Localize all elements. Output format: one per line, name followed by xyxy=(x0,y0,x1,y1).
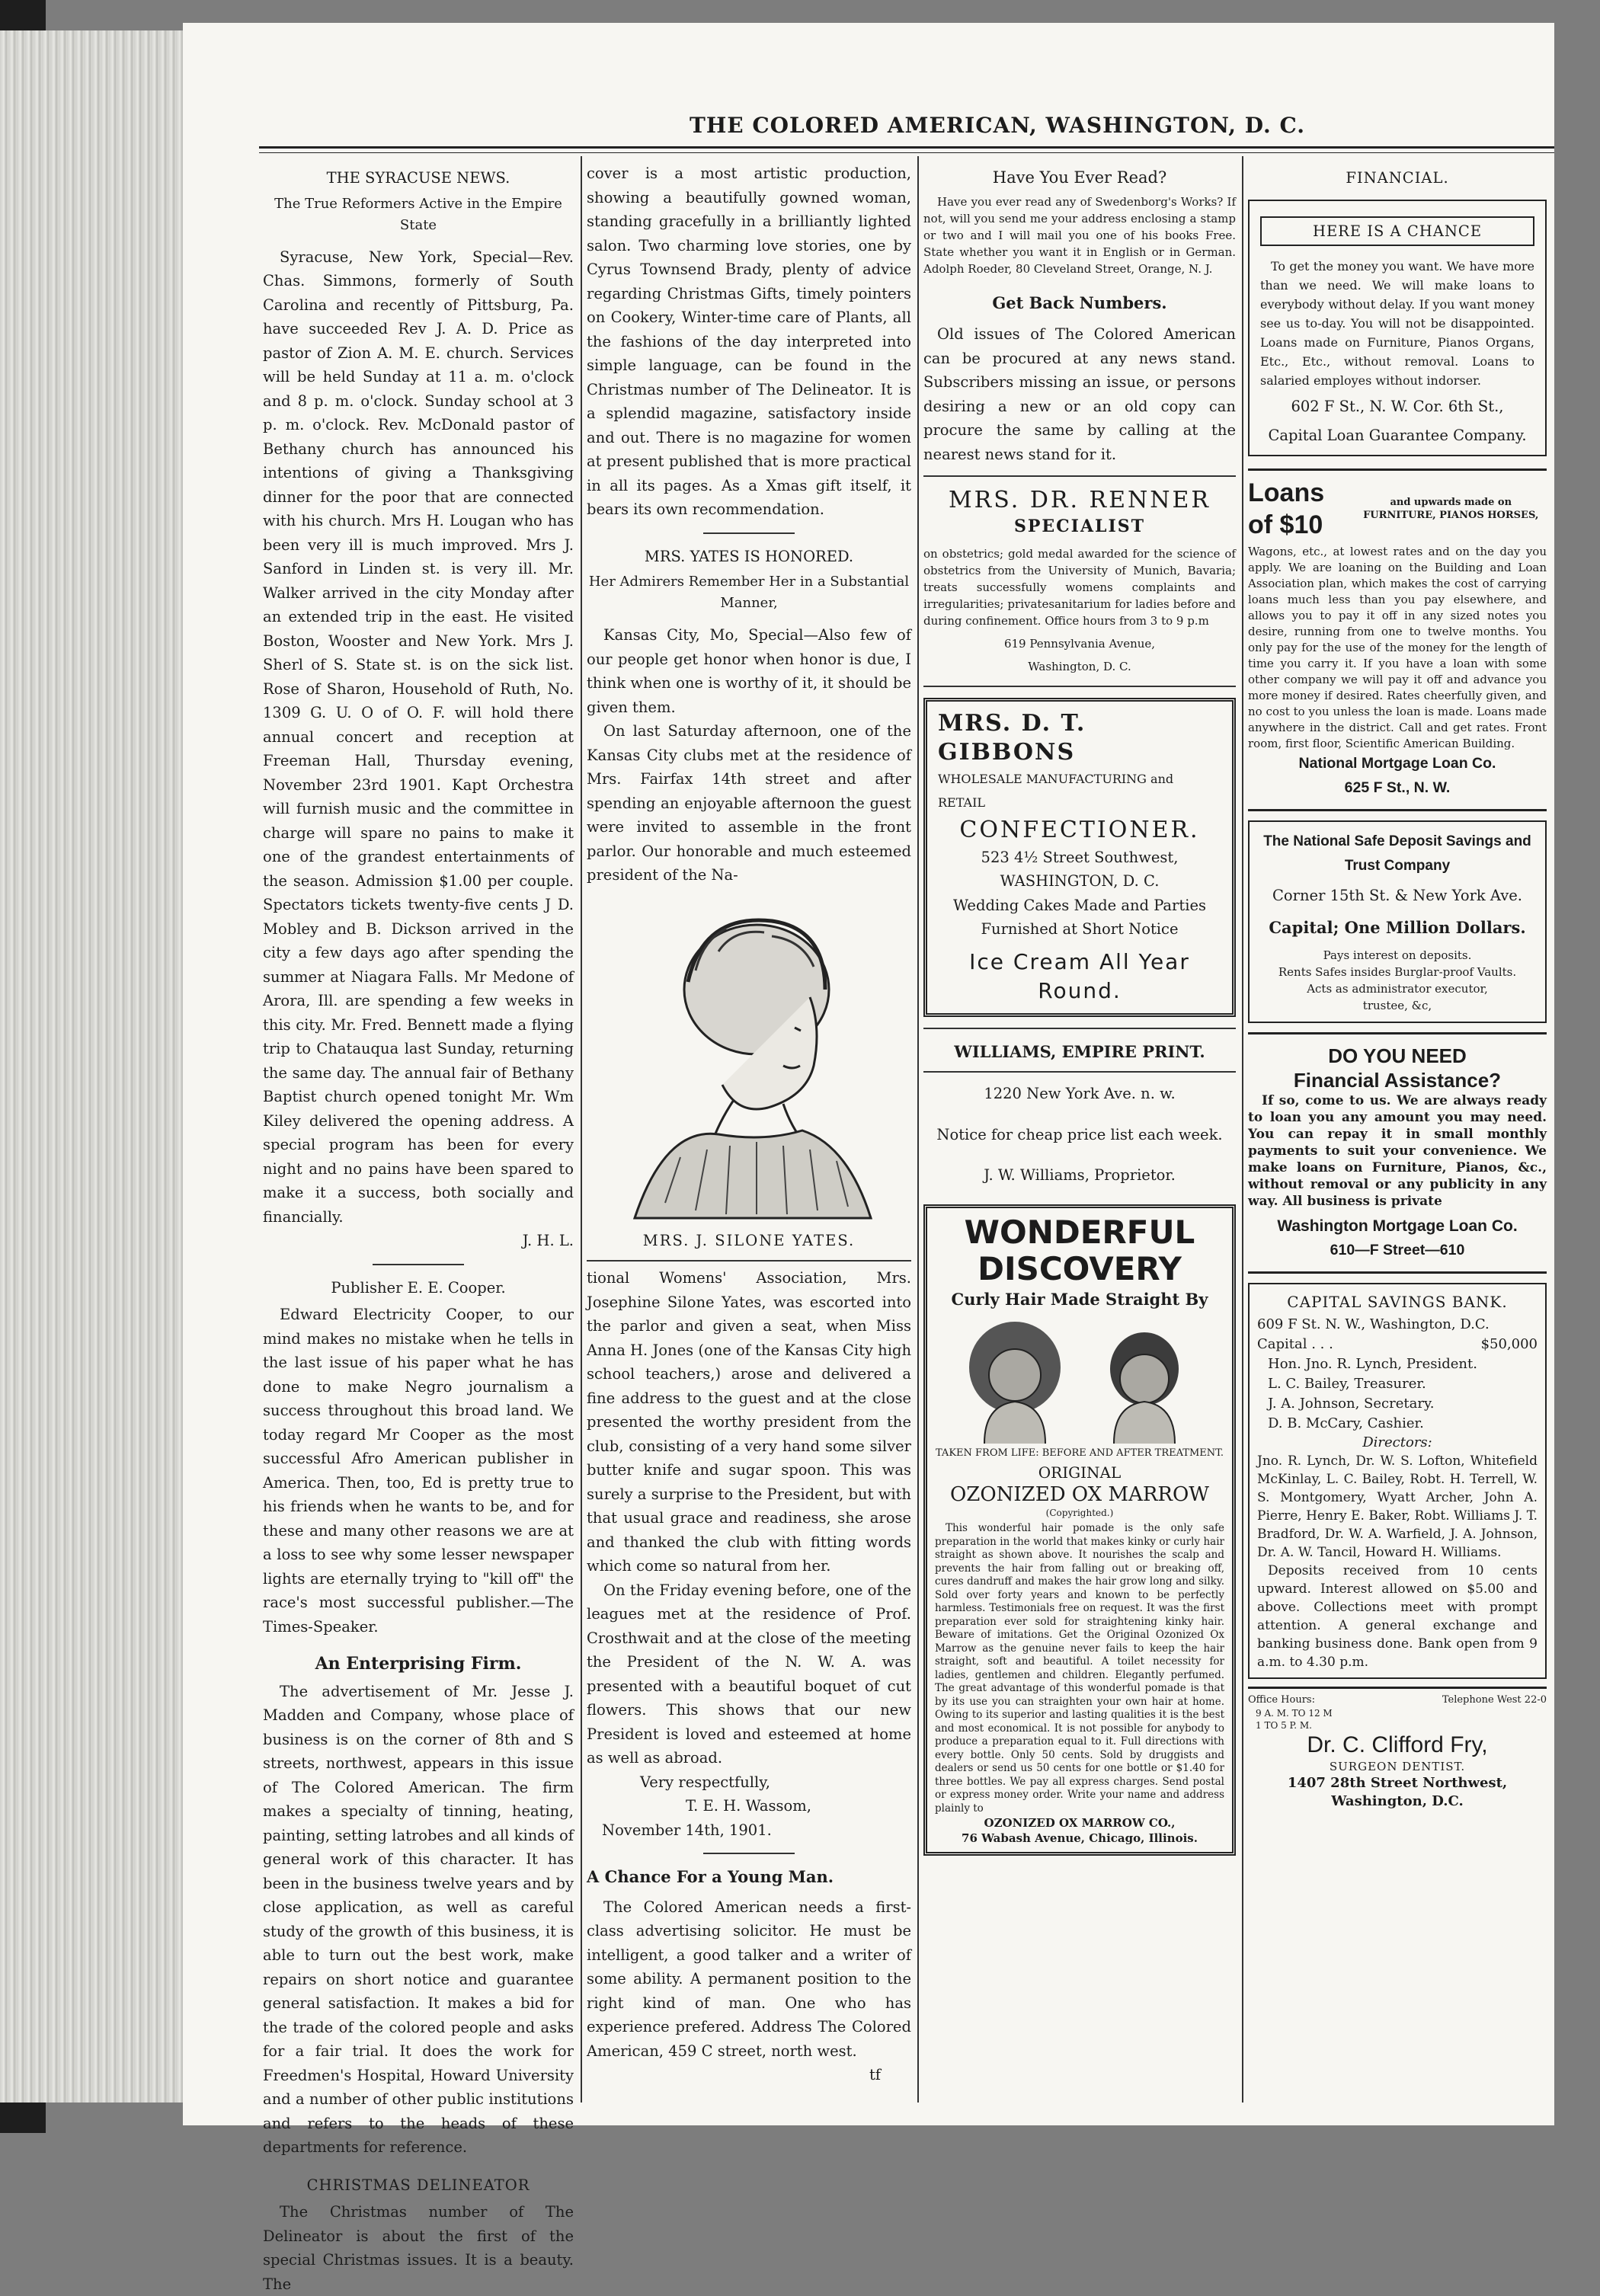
article-title: THE SYRACUSE NEWS. xyxy=(326,169,510,187)
wonderful-discovery-ad xyxy=(923,1204,1236,1856)
ad-body: Deposits received from 10 cents upward. Interest allowed on $5.00 and above. Collections meet with prompt attention. A general exchange and banking business done. Bank open from 9 a.m. to 4.30 p.m. xyxy=(1257,1562,1538,1670)
ad-address: Washington, D.C. xyxy=(1331,1792,1464,1809)
ad-heading xyxy=(1260,216,1534,247)
office-hours-label: Office Hours: xyxy=(1248,1693,1315,1706)
safe-deposit-ad xyxy=(1248,820,1547,1023)
ad-company: Washington Mortgage Loan Co. xyxy=(1277,1217,1518,1235)
ad-caption: TAKEN FROM LIFE: BEFORE AND AFTER TREATMENT. xyxy=(935,1447,1224,1459)
ad-officers xyxy=(1257,1354,1538,1434)
ad-title: Get Back Numbers. xyxy=(992,293,1167,312)
article-body: tional Womens' Association, Mrs. Josephine Silone Yates, was escorted into the parlor and given a seat, when Miss Anna H. Jones (one of the Kansas City high school teachers,) arose and delivered a fine address to the guest and at the close presented the worthy president from the club, consisting of a very hand some silver butter knife and sugar spoon. This was surely a surprise to the President, but with that usual grace and readiness, she arose and thanked the club with fitting words which come so natural from her. xyxy=(587,1269,911,1575)
ad-subheading: Directors: xyxy=(1362,1434,1432,1450)
ad-address: 1220 New York Ave. n. w. xyxy=(984,1085,1176,1102)
article-subtitle: The True Reformers Active in the Empire State xyxy=(274,195,562,233)
article-body: On last Saturday afternoon, one of the Kansas City clubs met at the residence of Mrs. Fairfax 14th street and after spending an enjoyable afternoon the guest were invited to assemble in the front parlor. Our honorable and much esteemed president of the Na- xyxy=(587,722,911,884)
ad-body: This wonderful hair pomade is the only safe preparation in the world that makes kinky or curly hair straight as shown above. It nourishes the scalp and prevents the hair from falling out or breaking off, cures dandruff and makes the hair grow long and silky. Sold over forty years and known to be perfectly harmless. Testimonials free on request. It was the first preparation ever sold for straightening kinky hair. Beware of imitations. Get the Original Ozonized Ox Marrow as the genuine never fails to keep the hair straight, soft and beautiful. A toilet necessity for ladies, gentlemen and children. Elegantly perfumed. The great advantage of this wonderful pomade is that by its use you can straighten your own hair at home. Owing to its superior and lasting qualities it is the best and most economical. It is not possible for anybody to produce a preparation equal to it. Full directions with every bottle. Only 50 cents. Sold by druggists and dealers or send us 50 cents for one bottle or $1.40 for three bottles. We pay all express charges. Send postal or express money order. Write your name and address plainly to xyxy=(935,1522,1224,1815)
letter-close: Very respectfully, xyxy=(640,1773,770,1791)
column-rule xyxy=(1242,156,1243,2103)
ad-company: Capital Loan Guarantee Company. xyxy=(1268,426,1527,444)
ad-heading: MRS. D. T. GIBBONS xyxy=(938,709,1086,766)
ad-heading: DO YOU NEED xyxy=(1328,1044,1467,1067)
ad-capital: Capital; One Million Dollars. xyxy=(1269,917,1526,937)
capital-label: Capital . . . xyxy=(1257,1335,1333,1352)
office-phone: Telephone West 22-0 xyxy=(1442,1693,1547,1706)
officer: Hon. Jno. R. Lynch, President. xyxy=(1268,1355,1477,1372)
ad-headline: WONDERFUL xyxy=(964,1213,1195,1251)
ad-trade: CONFECTIONER. xyxy=(959,816,1200,843)
column-rule xyxy=(581,156,582,2103)
article-title: Publisher E. E. Cooper. xyxy=(331,1278,506,1297)
column-1 xyxy=(263,161,574,2293)
ad-heading: Loans of $10 xyxy=(1248,478,1325,539)
divider xyxy=(373,1264,464,1265)
office-hours: 1 TO 5 P. M. xyxy=(1256,1719,1312,1731)
article-subtitle: Her Admirers Remember Her in a Substantial Manner, xyxy=(588,574,910,611)
portrait-engraving-icon xyxy=(619,898,878,1226)
ad-heading: The National Safe Deposit Savings and Trust Company xyxy=(1263,833,1531,874)
ad-header-row xyxy=(1248,477,1547,541)
ad-address: 1407 28th Street Northwest, xyxy=(1287,1774,1508,1791)
column-4 xyxy=(1248,161,1547,2103)
washington-mortgage-ad xyxy=(1248,1044,1547,1262)
officer: D. B. McCary, Cashier. xyxy=(1268,1415,1424,1431)
ad-subheading: SPECIALIST xyxy=(1013,516,1146,536)
officer: J. A. Johnson, Secretary. xyxy=(1268,1395,1435,1412)
divider xyxy=(923,1028,1236,1029)
article-body: Syracuse, New York, Special—Rev. Chas. Simmons, formerly of South Carolina and recently of Pittsburg, Pa. have succeeded Rev J. A. D. Price as pastor of Zion A. M. E. church. Services will be held Sunday at 11 a. m. o'clock and 8 p. m. o'clock. Sunday school at 3 p. m. o'clock. Rev. McDonald pastor of Bethany church has announced his intentions of giving a Thanksgiving dinner for the poor that are connected with his church. Mrs H. Lougan who has been very ill is much improved. Mrs J. Sanford in Linden st. is very ill. Mr. Walker arrived in the city Monday after an extended trip in the east. He visited Boston, Wooster and New York. Mrs J. Sherl of S. State st. is on the sick list. Rose of Sharon, Household of Ruth, No. 1309 G. U. O of O. F. will hold there annual concert and reception at Freeman Hall, Thursday evening, November 23rd 1901. Kapt Orchestra will furnish music and the committee in charge will spare no pains to make it one of the grandest entertainments of the season. Admission $1.00 per couple. Spectators tickets twenty-five cents J D. Mobley and B. Dickson arrived in the city a few days ago after spending the summer at Niagara Falls. Mr Medone of Arora, Ill. are spending a few weeks in this city. Mr. Fred. Bennett made a flying trip to Chatauqua last Sunday, returning the same day. The annual fair of Bethany Baptist church opened tonight Mr. Wm Kiley delivered the opening address. A special program has been for every night and no pains have been spared to make it a success, both socially and financially. xyxy=(263,248,574,1226)
dentist-ad xyxy=(1248,1693,1547,1811)
ad-heading: Dr. C. Clifford Fry, xyxy=(1307,1732,1488,1757)
ad-address: 625 F St., N. W. xyxy=(1344,779,1451,796)
ad-heading: CAPITAL SAVINGS BANK. xyxy=(1287,1293,1508,1311)
ad-subheading: WHOLESALE MANUFACTURING and RETAIL xyxy=(938,771,1174,810)
byline: J. H. L. xyxy=(522,1232,574,1249)
ad-company: OZONIZED OX MARROW CO., xyxy=(984,1816,1176,1830)
divider xyxy=(703,532,795,534)
ad-subheading: Curly Hair Made Straight By xyxy=(951,1289,1208,1309)
divider xyxy=(703,1853,795,1854)
ad-line: trustee, &c, xyxy=(1362,999,1432,1012)
ad-heading: Financial Assistance? xyxy=(1293,1069,1502,1092)
divider xyxy=(1248,1687,1547,1689)
column-2 xyxy=(587,161,911,2103)
top-rule-thin xyxy=(259,152,1554,153)
ad-headline: Ice Cream All Year Round. xyxy=(969,948,1190,1003)
ad-body: Have you ever read any of Swedenborg's Works? If not, will you send me your address enclosing a stamp or two and I will mail you one of his books Free. State whether you want it in English or in German. Adolph Roeder, 80 Cleveland Street, Orange, N. J. xyxy=(923,194,1236,276)
ad-address: WASHINGTON, D. C. xyxy=(1000,872,1160,890)
ad-body: Wedding Cakes Made and Parties Furnished at Short Notice xyxy=(952,896,1207,938)
portrait-illustration xyxy=(587,898,911,1253)
ad-company: National Mortgage Loan Co. xyxy=(1298,755,1496,772)
letter-signature: T. E. H. Wassom, xyxy=(686,1797,811,1815)
officer: L. C. Bailey, Treasurer. xyxy=(1268,1375,1426,1392)
masthead: THE COLORED AMERICAN, WASHINGTON, D. C. xyxy=(690,113,1306,138)
loans-ad xyxy=(1248,477,1547,800)
article-title: A Chance For a Young Man. xyxy=(587,1867,834,1886)
article-body: cover is a most artistic production, showing a beautifully gowned woman, standing gracefully in a brilliantly lighted salon. Two charming love stories, one by Cyrus Townsend Brady, plenty of advice regarding Christmas Gifts, timely pointers on Cookery, Winter-time care of Plants, all the fashions of the day interpreted into simple language, can be found in the Christmas number of The Delineator. It is a splendid magazine, satisfactory inside and out. There is no magazine for women at present published that is more practical in all its pages. As a Xmas gift itself, it bears its own recommendation. xyxy=(587,165,911,518)
ad-proprietor: J. W. Williams, Proprietor. xyxy=(984,1166,1176,1184)
article-body: On the Friday evening before, one of the leagues met at the residence of Prof. Crosthwait and at the close of the meeting the President of the N. W. A. was presented with a beautiful boquet of cut flowers. This shows that our new President is loved and esteemed at home as well as abroad. xyxy=(587,1581,911,1767)
ad-body: Wagons, etc., at lowest rates and on the day you apply. We are loaning on the Building and Loan Association plan, which makes the cost of carrying loans much less than you pay elsewhere, and allows you to pay it off in any sized notes you desire, running from one to twelve months. You only pay for the use of the money for the length of time you carry it. If you have a loan with some other company we will pay it off and advance you more money if desired. Rates cheerfully given, and no cost to you unless the loan is made. Loans made anywhere in the district. Call and get rates. Front room, first floor, Scientific American Building. xyxy=(1248,545,1547,750)
ad-capital-row xyxy=(1257,1335,1538,1354)
article-title: MRS. YATES IS HONORED. xyxy=(644,547,854,565)
divider xyxy=(923,475,1236,477)
section-title: FINANCIAL. xyxy=(1346,169,1449,187)
ad-address: 619 Pennsylvania Avenue, xyxy=(1003,636,1156,651)
office-row xyxy=(1248,1693,1547,1707)
ad-subheading: SURGEON DENTIST. xyxy=(1329,1759,1466,1773)
article-body: Edward Electricity Cooper, to our mind makes no mistake when he tells in the last issue of his paper what he has done to make Negro journalism a success throughout this broad land. We today regard Mr Cooper as the most successful Afro American publisher in America. Then, too, Ed is pretty true to his friends when he wants to be, and for these and many other reasons we are at a loss to see why some lesser newspaper lights are eternally trying to "kill off" the race's most successful publisher.—The Times-Speaker. xyxy=(263,1306,574,1636)
column-3 xyxy=(923,161,1236,2103)
ad-address: 609 F St. N. W., Washington, D.C. xyxy=(1257,1316,1490,1332)
ad-label: ORIGINAL xyxy=(1038,1463,1122,1482)
ad-heading: MRS. DR. RENNER xyxy=(948,487,1211,513)
portrait-caption: MRS. J. SILONE YATES. xyxy=(642,1231,856,1249)
capital-value: $50,000 xyxy=(1480,1335,1538,1352)
divider xyxy=(1248,1271,1547,1274)
ad-address: Washington, D. C. xyxy=(1028,659,1131,673)
top-rule xyxy=(259,146,1554,149)
office-hours: 9 A. M. TO 12 M xyxy=(1256,1707,1333,1719)
ad-directors: Jno. R. Lynch, Dr. W. S. Lofton, Whitefield McKinlay, L. C. Bailey, Robt. H. Terrell, W. S. Montgomery, Wyatt Archer, John A. Pierre, Henry E. Baker, Robt. Williams J. T. Bradford, Dr. W. A. Warfield, J. A. Johnson, Dr. A. W. Tancil, Howard H. Williams. xyxy=(1257,1453,1538,1560)
article-body: The Colored American needs a first-class advertising solicitor. He must be intelligent, a good talker and a writer of some ability. A permanent position to the right kind of man. One who has experience prefered. Address The Colored American, 459 C street, north west. xyxy=(587,1898,911,2060)
gibbons-ad xyxy=(923,698,1236,1017)
ad-line: Rents Safes insides Burglar-proof Vaults. xyxy=(1278,965,1517,979)
divider xyxy=(923,686,1236,687)
ad-headline: DISCOVERY xyxy=(978,1249,1182,1287)
ad-body: If so, come to us. We are always ready to loan you any amount you may need. You can repay it in small monthly payments to suit your convenience. We make loans on Furniture, Pianos, &c., without removal or any publicity in any way. All business is private xyxy=(1248,1093,1547,1209)
ad-heading: WILLIAMS, EMPIRE PRINT. xyxy=(954,1041,1205,1061)
divider xyxy=(1248,468,1547,471)
ad-body: Old issues of The Colored American can be procured at any news stand. Subscribers missing an issue, or persons desiring a new or an old copy can procure the same by calling at the nearest news stand for it. xyxy=(923,325,1236,463)
capital-savings-bank-ad xyxy=(1248,1283,1547,1679)
ad-mark: tf xyxy=(869,2066,881,2083)
ad-address: 76 Wabash Avenue, Chicago, Illinois. xyxy=(962,1831,1198,1845)
article-body: The advertisement of Mr. Jesse J. Madden and Company, whose place of business is on the corner of 8th and S streets, northwest, appears in this issue of The Colored American. The firm makes a specialty of tinning, heating, painting, setting latrobes and all kinds of general work of this character. It has been in the business twelve years and by close application, as well as careful study of the growth of this business, it is able to turn out the best work, make repairs on short notice and guarantee general satisfaction. It makes a bid for the trade of the colored people and asks for a fair trial. It does the work for Freedmen's Hospital, Howard University and a number of other public institutions and refers to the heads of these departments for reference. xyxy=(263,1682,574,2156)
article-title: CHRISTMAS DELINEATOR xyxy=(306,2176,530,2194)
capital-loan-ad xyxy=(1248,200,1547,457)
ad-address: 610—F Street—610 xyxy=(1330,1241,1465,1258)
ad-body: To get the money you want. We have more than we need. We will make loans to everybody without delay. If you want money see us to-day. You will not be disappointed. Loans made on Furniture, Pianos Organs, Etc., Etc., without removal. Loans to salaried employes without indorser. xyxy=(1260,259,1534,388)
ad-body: Notice for cheap price list each week. xyxy=(936,1125,1223,1143)
divider xyxy=(923,1071,1236,1073)
volume-spine xyxy=(0,30,183,2103)
divider xyxy=(587,1260,911,1262)
ad-address: Corner 15th St. & New York Ave. xyxy=(1272,887,1522,904)
ad-copyright: (Copyrighted.) xyxy=(1045,1508,1114,1518)
ad-heading-text: HERE IS A CHANCE xyxy=(1312,222,1483,240)
ad-title: Have You Ever Read? xyxy=(992,168,1167,187)
ad-body: on obstetrics; gold medal awarded for the science of obstetrics from the University of Munich, Bavaria; treats successfully womens complaints and irregularities; privatesanitarium for ladies before and during confinement. Office hours from 3 to 9 p.m xyxy=(923,546,1236,628)
article-body: The Christmas number of The Delineator is about the first of the special Christmas issues. It is a beauty. The xyxy=(263,2203,574,2293)
ad-subheading: and upwards made on FURNITURE, PIANOS HORSES, xyxy=(1363,497,1539,521)
ad-address: 523 4½ Street Southwest, xyxy=(981,848,1179,866)
ad-product: OZONIZED OX MARROW xyxy=(949,1483,1210,1506)
letter-date: November 14th, 1901. xyxy=(602,1821,772,1839)
ad-line: Pays interest on deposits. xyxy=(1323,948,1472,962)
divider xyxy=(1248,1032,1547,1034)
ad-address: 602 F St., N. W. Cor. 6th St., xyxy=(1291,398,1504,415)
article-body: Kansas City, Mo, Special—Also few of our people get honor when honor is due, I think when one is worthy of it, it should be given them. xyxy=(587,626,911,716)
article-title: An Enterprising Firm. xyxy=(315,1654,522,1674)
divider xyxy=(1248,809,1547,811)
column-rule xyxy=(917,156,919,2103)
ad-line: Acts as administrator executor, xyxy=(1307,982,1488,996)
before-after-illustration-icon xyxy=(939,1314,1221,1444)
